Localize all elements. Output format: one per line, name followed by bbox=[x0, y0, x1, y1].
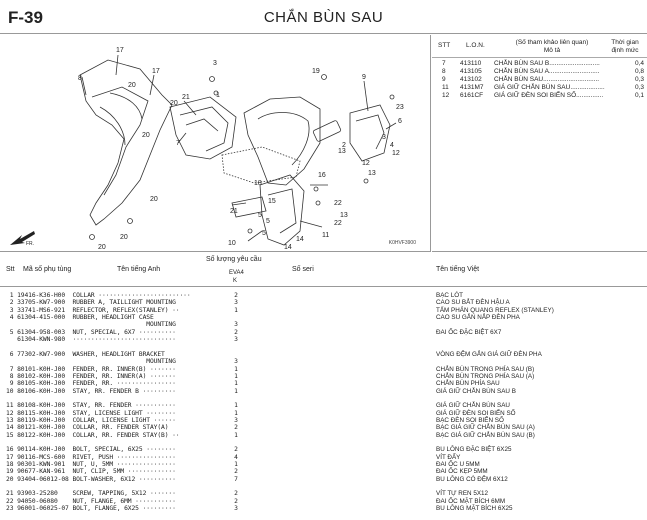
part-vn: BẠC GIÁ GIỮ CHẮN BÙN SAU (B) bbox=[436, 431, 535, 439]
parts-row bbox=[0, 373, 647, 380]
callout-number: 11 bbox=[322, 232, 330, 239]
parts-row bbox=[0, 329, 647, 336]
figure-code: K0HVF3900 bbox=[388, 240, 416, 246]
parts-row bbox=[0, 402, 647, 409]
part-vn: GIÁ GIỮ ĐÈN SOI BIỂN SỐ bbox=[436, 409, 516, 417]
part-vn: CAO SU BẮT ĐÈN HẬU A bbox=[436, 299, 510, 307]
part-line: MOUNTING bbox=[6, 358, 176, 366]
callout-number: 22 bbox=[334, 220, 342, 227]
callout-number: 17 bbox=[152, 68, 160, 75]
lon-head-time-2: định mức bbox=[611, 47, 639, 54]
lon-head-lon: L.O.N. bbox=[466, 42, 485, 49]
lon-desc: CHẮN BÙN SAU............................... bbox=[494, 76, 600, 83]
part-qty: 2 bbox=[234, 497, 238, 505]
part-line: 6 77302-KW7-900 WASHER, HEADLIGHT BRACKET bbox=[6, 350, 165, 358]
part-line: 19 90677-KAN-961 NUT, CLIP, 5MM ············· bbox=[6, 468, 176, 476]
parts-row bbox=[0, 468, 647, 475]
part-qty: 7 bbox=[234, 475, 238, 483]
part-qty: 1 bbox=[234, 402, 238, 410]
part-vn: CHẮN BÙN TRONG PHÍA SAU (A) bbox=[436, 372, 535, 380]
col-model: EVA4 bbox=[229, 270, 244, 276]
part-qty: 2 bbox=[234, 328, 238, 336]
callout-number: 5 bbox=[266, 218, 270, 225]
part-line: 10 80106-K0H-J00 STAY, RR. FENDER B ········· bbox=[6, 387, 176, 395]
part-qty: 2 bbox=[234, 468, 238, 476]
callout-number: 20 bbox=[170, 100, 178, 107]
parts-row bbox=[0, 446, 647, 453]
parts-row bbox=[0, 307, 647, 314]
part-vn: GIÁ GIỮ CHẮN BÙN SAU bbox=[436, 402, 510, 410]
callout-layer bbox=[78, 47, 404, 251]
parts-list bbox=[0, 290, 647, 520]
rear-fender-outline bbox=[244, 97, 320, 185]
lon-stt: 12 bbox=[442, 92, 450, 99]
col-qty-title: Số lượng yêu cầu bbox=[206, 256, 262, 263]
callout-number: 22 bbox=[334, 200, 342, 207]
page-header bbox=[0, 0, 647, 34]
callout-number: 13 bbox=[340, 212, 348, 219]
parts-row bbox=[0, 343, 647, 350]
part-line: 11 80108-K0H-J00 STAY, RR. FENDER ··········· bbox=[6, 402, 176, 410]
parts-row bbox=[0, 490, 647, 497]
part-qty: 2 bbox=[234, 446, 238, 454]
part-qty: 1 bbox=[234, 409, 238, 417]
callout-number: 6 bbox=[398, 118, 402, 125]
lon-desc: CHẮN BÙN SAU B............................ bbox=[494, 60, 600, 67]
part-qty: 2 bbox=[234, 490, 238, 498]
part-qty: 1 bbox=[234, 380, 238, 388]
callout-number: 4 bbox=[390, 142, 394, 149]
part-line: 22 94050-06080 NUT, FLANGE, 6MM ··········· bbox=[6, 497, 176, 505]
section-code: F-39 bbox=[8, 8, 43, 27]
callout-number: 20 bbox=[120, 234, 128, 241]
parts-row bbox=[0, 366, 647, 373]
part-qty: 3 bbox=[234, 358, 238, 366]
parts-row bbox=[0, 380, 647, 387]
callout-number: 21 bbox=[230, 208, 238, 215]
callout-number: 5 bbox=[258, 212, 262, 219]
callout-number: 14 bbox=[296, 236, 304, 243]
part-vn: BU LÔNG ĐẶC BIỆT 6X25 bbox=[436, 446, 512, 454]
part-vn: BẠC GIÁ GIỮ CHẮN BÙN SAU (A) bbox=[436, 424, 535, 432]
part-line: 13 80119-K0H-J00 COLLAR, LICENSE LIGHT ······ bbox=[6, 416, 176, 424]
part-vn: BU LÔNG CÓ ĐỆM 6X12 bbox=[436, 475, 508, 483]
part-vn: BU LÔNG MẶT BÍCH 6X25 bbox=[436, 505, 513, 513]
part-line: 3 33741-MS6-921 REFLECTOR, REFLEX(STANLEY) ·· bbox=[6, 306, 180, 314]
callout-number: 5 bbox=[262, 230, 266, 237]
callout-number: 20 bbox=[128, 82, 136, 89]
parts-row bbox=[0, 336, 647, 343]
part-vn: CAO SU GẮN NẮP ĐÈN PHA bbox=[436, 314, 520, 322]
fender-a-outline bbox=[80, 60, 172, 225]
callout-number: 23 bbox=[396, 104, 404, 111]
col-en-name: Tên tiếng Anh bbox=[117, 266, 161, 273]
lon-lon: 6161CF bbox=[460, 92, 484, 99]
part-line: 4 61304-415-000 RUBBER, HEADLIGHT CASE bbox=[6, 314, 154, 322]
lon-row bbox=[432, 76, 647, 84]
part-line: 1 19416-K36-H00 COLLAR ························· bbox=[6, 292, 191, 299]
callout-number: 18 bbox=[254, 180, 262, 187]
lon-row bbox=[432, 92, 647, 100]
callout-number: 12 bbox=[362, 160, 370, 167]
lon-time: 0,4 bbox=[635, 60, 645, 67]
callout-number: 20 bbox=[142, 132, 150, 139]
callout-number: 13 bbox=[368, 170, 376, 177]
parts-row bbox=[0, 351, 647, 358]
parts-row bbox=[0, 424, 647, 431]
part-line: 16 90114-K0H-J00 BOLT, SPECIAL, 6X25 ········ bbox=[6, 446, 176, 454]
parts-row bbox=[0, 476, 647, 483]
col-model-sub: K bbox=[233, 278, 238, 284]
part-line: MOUNTING bbox=[6, 321, 176, 329]
part-line: 15 80122-K0H-J00 COLLAR, RR. FENDER STAY(B) ·· bbox=[6, 431, 180, 439]
parts-row bbox=[0, 314, 647, 321]
part-line: 7 80101-K0H-J00 FENDER, RR. INNER(B) ······· bbox=[6, 365, 176, 373]
part-vn: ĐAI ỐC KẸP 5MM bbox=[436, 468, 488, 476]
part-vn: BẠC LÓT bbox=[436, 292, 463, 299]
part-vn: ĐAI ỐC ĐẶC BIỆT 6X7 bbox=[436, 328, 502, 336]
callout-number: 13 bbox=[338, 148, 346, 155]
parts-row bbox=[0, 321, 647, 328]
lon-time: 0,1 bbox=[635, 92, 645, 99]
lon-stt: 8 bbox=[442, 68, 446, 75]
parts-row bbox=[0, 454, 647, 461]
lon-stt: 9 bbox=[442, 76, 446, 83]
lon-lon: 413105 bbox=[460, 68, 482, 75]
lon-time: 0,3 bbox=[635, 84, 645, 91]
callout-number: 19 bbox=[312, 68, 320, 75]
lon-lon: 413110 bbox=[460, 60, 482, 67]
lon-head-time-1: Thời gian bbox=[611, 39, 639, 46]
parts-row bbox=[0, 498, 647, 505]
part-qty: 3 bbox=[234, 505, 238, 513]
page-title: CHẮN BÙN SAU bbox=[263, 9, 384, 26]
lon-stt: 7 bbox=[442, 60, 446, 67]
part-qty: 1 bbox=[234, 431, 238, 439]
part-qty: 1 bbox=[234, 387, 238, 395]
part-qty: 3 bbox=[234, 416, 238, 424]
lon-time: 0,3 bbox=[635, 76, 645, 83]
part-vn: ĐAI ỐC MẶT BÍCH 6MM bbox=[436, 497, 506, 505]
part-line: 5 61304-958-003 NUT, SPECIAL, 6X7 ·········· bbox=[6, 328, 176, 336]
part-qty: 1 bbox=[234, 306, 238, 314]
callout-number: 16 bbox=[318, 172, 326, 179]
lon-lon: 4131M7 bbox=[460, 84, 484, 91]
lon-head-desc-2: Mô tả bbox=[543, 47, 561, 54]
col-vn-name: Tên tiếng Việt bbox=[436, 266, 480, 273]
exploded-diagram bbox=[0, 35, 431, 252]
front-arrow-icon bbox=[10, 231, 35, 247]
callout-number: 3 bbox=[213, 60, 217, 67]
parts-row bbox=[0, 432, 647, 439]
part-vn: CHẮN BÙN TRONG PHÍA SAU (B) bbox=[436, 365, 535, 373]
lon-row bbox=[432, 68, 647, 76]
callout-number: 10 bbox=[228, 240, 236, 247]
parts-row bbox=[0, 461, 647, 468]
callout-number: 20 bbox=[98, 244, 106, 251]
parts-row bbox=[0, 417, 647, 424]
parts-row bbox=[0, 395, 647, 402]
lon-desc: CHẮN BÙN SAU A............................ bbox=[494, 68, 600, 75]
parts-table-header bbox=[0, 253, 647, 287]
part-line: 20 93404-06012-08 BOLT-WASHER, 6X12 ·········· bbox=[6, 475, 176, 483]
svg-text:FR.: FR. bbox=[26, 241, 35, 247]
part-line: 17 90116-MCS-600 RIVET, PUSH ················ bbox=[6, 453, 176, 461]
lon-row bbox=[432, 60, 647, 68]
callout-number: 1 bbox=[216, 92, 220, 99]
part-qty: 1 bbox=[234, 461, 238, 469]
part-vn: BẠC ĐÈN SOI BIỂN SỐ bbox=[436, 416, 504, 424]
part-qty: 2 bbox=[234, 292, 238, 299]
callout-number: 15 bbox=[268, 198, 276, 205]
callout-number: 8 bbox=[78, 75, 82, 82]
diagram-drawing bbox=[0, 35, 431, 252]
parts-row bbox=[0, 505, 647, 512]
lon-stt: 11 bbox=[442, 84, 449, 91]
parts-row bbox=[0, 388, 647, 395]
callout-number: 14 bbox=[284, 244, 292, 251]
part-line: 23 96001-06025-07 BOLT, FLANGE, 6X25 ········· bbox=[6, 505, 176, 513]
lon-desc: GIÁ GIỮ CHẮN BÙN SAU................... bbox=[494, 84, 605, 91]
part-qty: 3 bbox=[234, 321, 238, 329]
part-vn: VÍT ĐẨY bbox=[436, 453, 461, 461]
callout-number: 3 bbox=[382, 134, 386, 141]
part-qty: 1 bbox=[234, 365, 238, 373]
part-vn: CHẮN BÙN PHÍA SAU bbox=[436, 380, 500, 388]
part-qty: 1 bbox=[234, 372, 238, 380]
parts-row bbox=[0, 439, 647, 446]
parts-row bbox=[0, 358, 647, 365]
callout-number: 17 bbox=[116, 47, 124, 54]
parts-row bbox=[0, 410, 647, 417]
lon-row bbox=[432, 84, 647, 92]
part-vn: VÍT TỰ REN 5X12 bbox=[436, 490, 489, 498]
part-vn: TẤM PHẢN QUANG REFLEX (STANLEY) bbox=[436, 306, 554, 314]
callout-number: 12 bbox=[392, 150, 400, 157]
callout-number: 21 bbox=[182, 94, 190, 101]
part-line: 21 93903-25280 SCREW, TAPPING, 5X12 ······· bbox=[6, 490, 176, 498]
part-line: 2 33705-KW7-900 RUBBER A, TAILLIGHT MOUNTING bbox=[6, 299, 176, 307]
part-qty: 4 bbox=[234, 453, 238, 461]
fender-b-outline bbox=[170, 97, 236, 159]
callout-number: 7 bbox=[176, 140, 180, 147]
part-line: 14 80121-K0H-J00 COLLAR, RR. FENDER STAY(A) bbox=[6, 424, 173, 432]
part-vn: ĐAI ỐC U 5MM bbox=[436, 461, 480, 469]
part-vn: VÒNG ĐỆM GẮN GIÁ GIỮ ĐÈN PHA bbox=[436, 350, 542, 358]
parts-row bbox=[0, 299, 647, 306]
lon-time: 0,8 bbox=[635, 68, 645, 75]
part-qty: 3 bbox=[234, 299, 238, 307]
lon-desc: GIÁ GIỮ ĐÈN SOI BIỂN SỐ............... bbox=[494, 92, 604, 99]
lon-lon: 413102 bbox=[460, 76, 482, 83]
part-line: 9 80105-K0H-J00 FENDER, RR. ················ bbox=[6, 380, 176, 388]
part-line: 8 80102-K0H-J00 FENDER, RR. INNER(A) ······· bbox=[6, 372, 176, 380]
part-line: 18 90301-KWN-901 NUT, U, 5MM ················ bbox=[6, 461, 176, 469]
lon-head-desc-1: (Số tham khảo liên quan) bbox=[515, 39, 589, 46]
parts-row bbox=[0, 483, 647, 490]
col-part-no: Mã số phụ tùng bbox=[23, 266, 72, 273]
callout-number: 2 bbox=[342, 142, 346, 149]
col-stt: Stt bbox=[6, 266, 15, 273]
lon-head-stt: STT bbox=[438, 42, 451, 49]
callout-number: 20 bbox=[150, 196, 158, 203]
col-serial: Số seri bbox=[292, 266, 314, 273]
part-line: 12 80115-K0H-J00 STAY, LICENSE LIGHT ········ bbox=[6, 409, 176, 417]
part-line: 61304-KWN-980 ···························· bbox=[6, 336, 176, 344]
part-qty: 3 bbox=[234, 336, 238, 344]
part-vn: GIÁ GIỮ CHẮN BÙN SAU B bbox=[436, 387, 516, 395]
parts-row bbox=[0, 292, 647, 299]
labor-table bbox=[432, 35, 647, 252]
callout-number: 9 bbox=[362, 74, 366, 81]
part-qty: 2 bbox=[234, 424, 238, 432]
lon-divider bbox=[432, 57, 647, 58]
